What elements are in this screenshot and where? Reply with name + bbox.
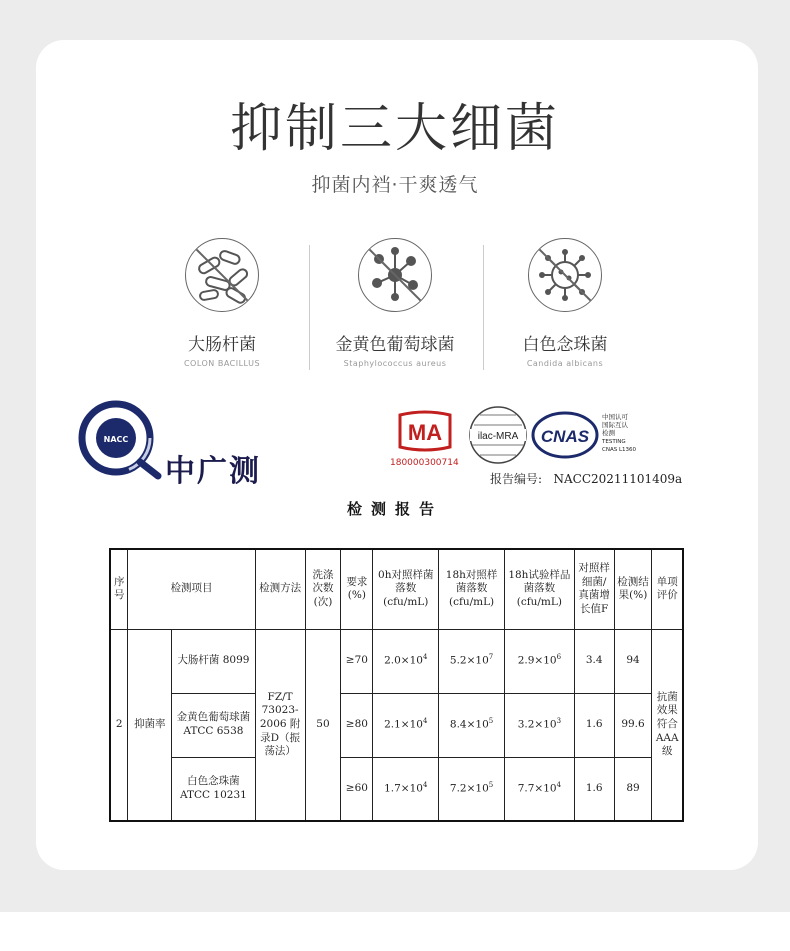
page-subtitle: 抑菌内裆·干爽透气 xyxy=(311,174,479,196)
report-number xyxy=(490,470,682,487)
col-header: 检测结果(%) xyxy=(614,549,652,629)
cell-c0: $2.1\times 10^4$ xyxy=(373,693,439,757)
cell-req: ≥80 xyxy=(341,693,373,757)
report-number-label: 报告编号: xyxy=(490,472,543,486)
svg-text:检测: 检测 xyxy=(602,429,615,437)
cma-number: 180000300714 xyxy=(390,458,459,468)
svg-text:CNAS: CNAS xyxy=(540,427,590,446)
bacteria-name: 大肠杆菌 xyxy=(188,335,256,355)
cell-f: 1.6 xyxy=(574,693,614,757)
bottom-strip xyxy=(0,912,790,951)
bacteria-item-ecoli xyxy=(132,238,312,368)
cell-result: 89 xyxy=(614,757,652,821)
cell-result: 99.6 xyxy=(614,693,652,757)
col-header: 对照样细菌/真菌增长值F xyxy=(574,549,614,629)
cell-c18: $8.4\times 10^5$ xyxy=(439,693,505,757)
cell-t18: $2.9\times 10^6$ xyxy=(504,629,574,693)
cell-c0: $2.0\times 10^4$ xyxy=(373,629,439,693)
bacteria-name: 白色念珠菌 xyxy=(522,335,608,355)
cell-evaluation: 抗菌效果符合AAA级 xyxy=(652,629,683,821)
cell-washes: 50 xyxy=(305,629,341,821)
cell-result: 94 xyxy=(614,629,652,693)
page-title: 抑制三大细菌 xyxy=(229,99,560,159)
svg-text:中国认可: 中国认可 xyxy=(602,413,628,421)
cell-c0: $1.7\times 10^4$ xyxy=(373,757,439,821)
bacteria-latin: Staphylococcus aureus xyxy=(343,359,447,368)
cell-req: ≥70 xyxy=(341,629,373,693)
cell-t18: $7.7\times 10^4$ xyxy=(504,757,574,821)
nacc-badge: NACC xyxy=(103,435,129,444)
bacteria-item-staph xyxy=(305,238,485,368)
col-header: 检测项目 xyxy=(128,549,255,629)
col-header: 单项评价 xyxy=(652,549,683,629)
report-heading: 检测报告 xyxy=(346,500,443,518)
report-number-value: NACC20211101409a xyxy=(553,472,683,486)
col-header: 检测方法 xyxy=(255,549,305,629)
rod-bacteria-icon xyxy=(185,238,259,312)
col-header: 要求(%) xyxy=(341,549,373,629)
table-header-row xyxy=(110,549,683,629)
svg-text:国际互认: 国际互认 xyxy=(602,421,628,429)
col-header: 序号 xyxy=(110,549,128,629)
report-table xyxy=(109,548,684,822)
col-header: 洗涤次数(次) xyxy=(305,549,341,629)
virus-bacteria-icon xyxy=(528,238,602,312)
ilac-mra-logo xyxy=(470,407,526,463)
svg-text:MA: MA xyxy=(407,420,443,445)
cell-req: ≥60 xyxy=(341,757,373,821)
table-row xyxy=(110,757,683,821)
col-header: 18h试验样品菌落数(cfu/mL) xyxy=(504,549,574,629)
svg-text:CNAS L1360: CNAS L1360 xyxy=(602,447,637,453)
cell-item: 抑菌率 xyxy=(128,629,172,821)
lab-name: 中广测 xyxy=(165,454,261,489)
cell-organism: 大肠杆菌 8099 xyxy=(172,629,256,693)
table-row xyxy=(110,693,683,757)
svg-text:ilac-MRA: ilac-MRA xyxy=(477,431,519,442)
cell-f: 3.4 xyxy=(574,629,614,693)
cma-logo xyxy=(400,412,450,450)
cell-organism: 金黄色葡萄球菌 ATCC 6538 xyxy=(172,693,256,757)
col-header: 0h对照样菌落数(cfu/mL) xyxy=(373,549,439,629)
cell-c18: $5.2\times 10^7$ xyxy=(439,629,505,693)
table-row xyxy=(110,629,683,693)
cluster-bacteria-icon xyxy=(358,238,432,312)
cell-t18: $3.2\times 10^3$ xyxy=(504,693,574,757)
bacteria-name: 金黄色葡萄球菌 xyxy=(335,335,455,355)
cnas-logo xyxy=(533,412,637,457)
bacteria-latin: Candida albicans xyxy=(526,359,604,368)
bacteria-latin: COLON BACILLUS xyxy=(183,359,261,368)
cell-method: FZ/T 73023-2006 附录D（振荡法） xyxy=(255,629,305,821)
cell-f: 1.6 xyxy=(574,757,614,821)
bacteria-item-candida xyxy=(475,238,655,368)
cell-organism: 白色念珠菌 ATCC 10231 xyxy=(172,757,256,821)
svg-text:TESTING: TESTING xyxy=(602,439,626,445)
col-header: 18h对照样菌落数(cfu/mL) xyxy=(439,549,505,629)
cell-c18: $7.2\times 10^5$ xyxy=(439,757,505,821)
cell-seq: 2 xyxy=(110,629,128,821)
